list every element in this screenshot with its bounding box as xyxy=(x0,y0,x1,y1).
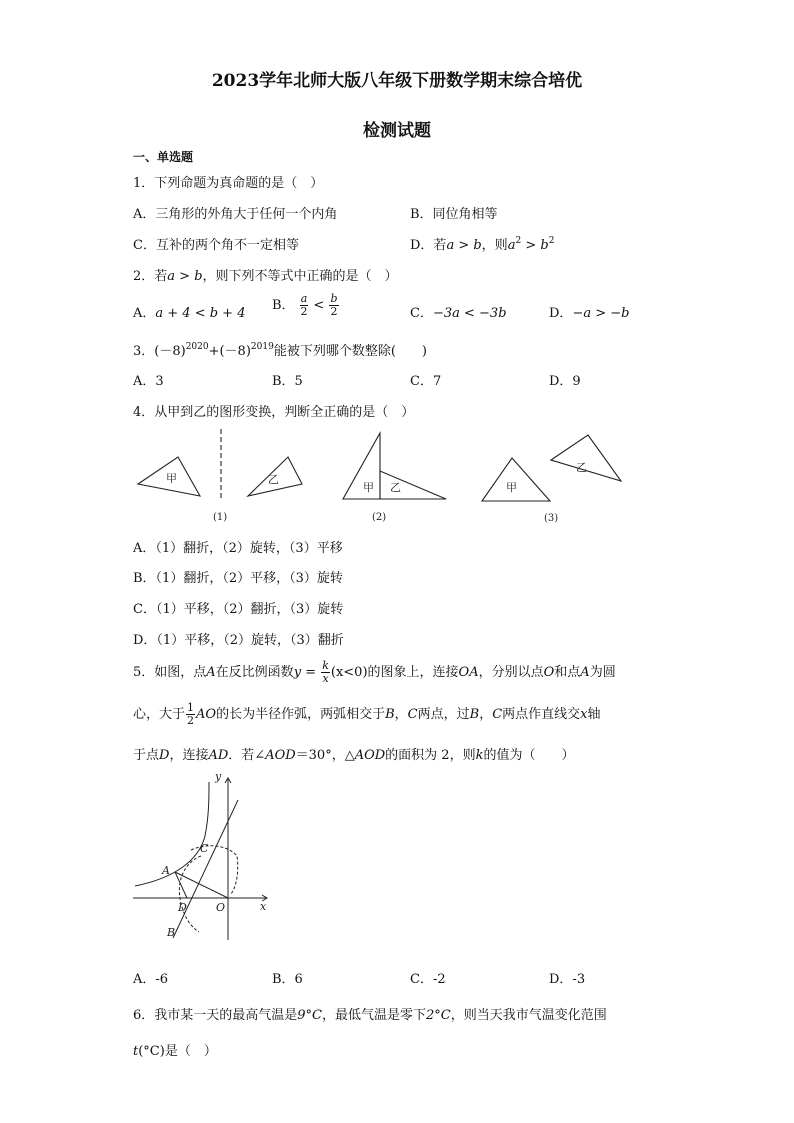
label-jia-1: 甲 xyxy=(166,472,177,485)
document-title-line2: 检测试题 xyxy=(363,121,431,141)
segment-ad xyxy=(175,872,187,898)
question-1-option-a: A．三角形的外角大于任何一个内角 xyxy=(133,207,338,222)
triangle-jia-2 xyxy=(343,433,380,499)
label-yi-1: 乙 xyxy=(268,473,279,486)
question-6-line-2: t(°C)是（ ） xyxy=(133,1044,217,1059)
question-5-line-3: 于点D，连接AD．若∠AOD＝30°，△AOD的面积为 2，则k的值为（ ） xyxy=(133,748,575,763)
question-4-option-a: A．（1）翻折，（2）旋转，（3）平移 xyxy=(133,541,343,556)
question-3-option-b: B．5 xyxy=(272,374,303,389)
fig-label-b: B xyxy=(167,926,176,939)
triangle-yi-3 xyxy=(551,435,621,481)
question-2-option-b: B． $\frac{a}{2}$ < $\frac{b}{2}$ xyxy=(272,292,338,318)
label-jia-2: 甲 xyxy=(363,481,374,494)
label-yi-2: 乙 xyxy=(390,481,401,494)
question-1-option-c: C．互补的两个角不一定相等 xyxy=(133,238,299,253)
question-4-stem: 4．从甲到乙的图形变换，判断全正确的是（ ） xyxy=(133,405,415,420)
figure-label-1: (1) xyxy=(213,512,228,523)
label-yi-3: 乙 xyxy=(576,461,587,474)
fig-label-d: D xyxy=(178,901,187,914)
question-3-option-d: D．9 xyxy=(549,374,581,389)
question-1-option-d: D．若a > b，则$a^2 > b^2$ xyxy=(410,236,555,253)
figure-label-2: (2) xyxy=(372,512,387,523)
question-3-option-a: A．3 xyxy=(133,374,164,389)
question-5-line-2: 心，大于 $\frac{1}{2}$ AO的长为半径作弧，两弧相交于B，C两点，过B，C两点作直线交x轴 xyxy=(133,701,601,727)
question-6-line-1: 6．我市某一天的最高气温是9°C，最低气温是零下2°C，则当天我市气温变化范围 xyxy=(133,1008,607,1023)
fig-label-a: A xyxy=(162,864,170,877)
question-5-option-a: A．-6 xyxy=(133,972,169,987)
question-5-line-1: 5．如图，点A在反比例函数y = $\frac{k}{x}(x<0)$的图象上，连接OA，分别以点O和点A为圆 xyxy=(133,659,616,685)
segment-oa xyxy=(175,872,228,898)
document-title-line1: 2023学年北师大版八年级下册数学期末综合培优 xyxy=(211,71,583,91)
coordinate-figure xyxy=(125,770,280,945)
fig-label-c: C xyxy=(200,842,209,855)
fig-label-x: x xyxy=(260,900,267,913)
label-jia-3: 甲 xyxy=(506,481,517,494)
hyperbola-curve xyxy=(135,782,209,886)
section-heading: 一、单选题 xyxy=(133,150,194,164)
question-4-option-c: C．（1）平移，（2）翻折，（3）旋转 xyxy=(133,602,344,617)
question-2-option-a: A．a + 4 < b + 4 xyxy=(133,306,246,321)
question-2-stem: 2．若a > b，则下列不等式中正确的是（ ） xyxy=(133,269,398,284)
question-4-option-b: B．（1）翻折，（2）平移，（3）旋转 xyxy=(133,571,343,586)
transformation-figure xyxy=(130,425,630,527)
fraction-b-over-2: $\frac{b}{2}$ xyxy=(330,292,338,318)
question-3-stem: 3．$(-8)^{2020}+(-8)^{2019}$能被下列哪个数整除( ) xyxy=(133,342,427,359)
question-5-option-d: D．-3 xyxy=(549,972,586,987)
question-3-option-c: C．7 xyxy=(410,374,442,389)
fig-label-y: y xyxy=(215,770,222,783)
fraction-a-over-2: $\frac{a}{2}$ xyxy=(300,292,308,318)
triangle-jia-3 xyxy=(482,458,550,501)
figure-label-3: (3) xyxy=(544,513,559,524)
question-5-option-b: B．6 xyxy=(272,972,303,987)
fig-label-o: O xyxy=(216,901,226,914)
arc-from-a xyxy=(191,846,238,894)
question-2-option-d: D．−a > −b xyxy=(549,306,630,321)
question-1-option-b: B．同位角相等 xyxy=(410,207,498,222)
question-4-option-d: D．（1）平移，（2）旋转，（3）翻折 xyxy=(133,633,344,648)
question-1-stem: 1．下列命题为真命题的是（ ） xyxy=(133,176,324,191)
question-5-option-c: C．-2 xyxy=(410,972,446,987)
question-2-option-c: C．−3a < −3b xyxy=(410,306,507,321)
